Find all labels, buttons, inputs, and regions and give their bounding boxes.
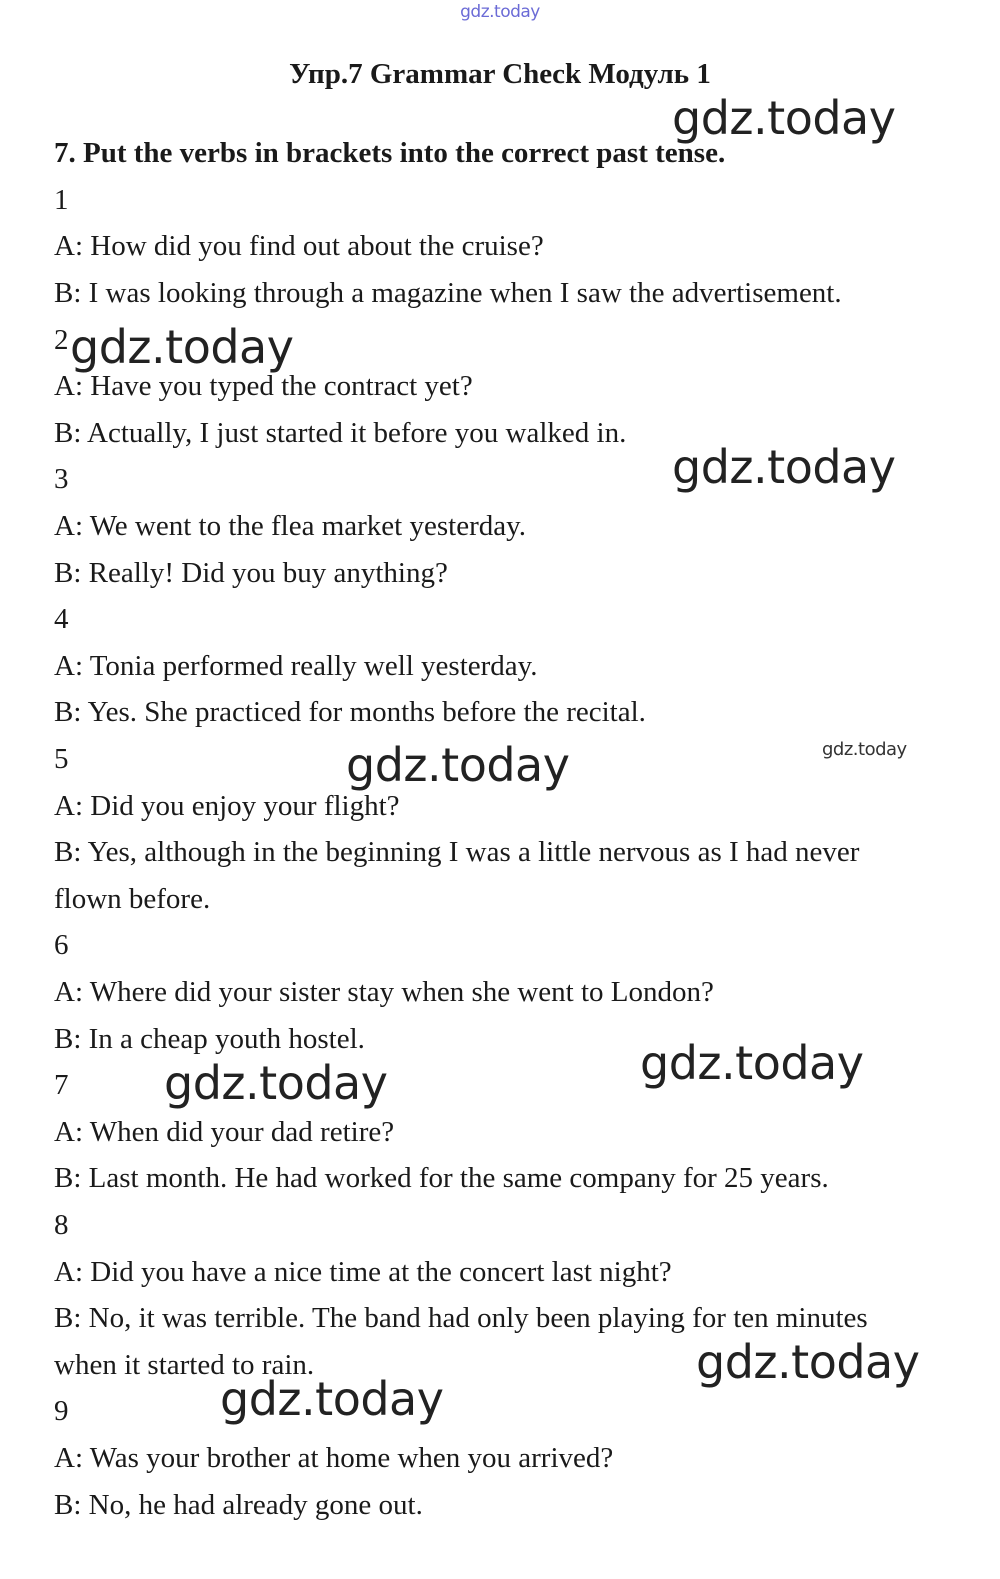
watermark-text: gdz.today bbox=[822, 739, 907, 760]
dialogue-line: A: Where did your sister stay when she went to London? bbox=[54, 976, 714, 1008]
dialogue-line: B: No, he had already gone out. bbox=[54, 1489, 423, 1521]
dialogue-line: A: Did you enjoy your flight? bbox=[54, 790, 400, 822]
watermark-text: gdz.today bbox=[672, 440, 896, 494]
item-number: 1 bbox=[54, 184, 69, 216]
item-number: 5 bbox=[54, 743, 69, 775]
dialogue-line: A: We went to the flea market yesterday. bbox=[54, 510, 526, 542]
dialogue-line: B: Actually, I just started it before you walked in. bbox=[54, 417, 627, 449]
watermark-text: gdz.today bbox=[346, 738, 570, 792]
watermark-text: gdz.today bbox=[640, 1036, 864, 1090]
dialogue-line: A: Tonia performed really well yesterday. bbox=[54, 650, 538, 682]
top-watermark: gdz.today bbox=[460, 2, 540, 22]
watermark-text: gdz.today bbox=[672, 91, 896, 145]
watermark-text: gdz.today bbox=[220, 1372, 444, 1426]
dialogue-line: B: Really! Did you buy anything? bbox=[54, 557, 448, 589]
dialogue-line: flown before. bbox=[54, 883, 211, 915]
page-title: Упр.7 Grammar Check Модуль 1 bbox=[289, 58, 711, 90]
watermark-text: gdz.today bbox=[696, 1335, 920, 1389]
dialogue-line: B: I was looking through a magazine when I saw the advertisement. bbox=[54, 277, 842, 309]
dialogue-line: A: Have you typed the contract yet? bbox=[54, 370, 473, 402]
dialogue-line: A: How did you find out about the cruise? bbox=[54, 230, 544, 262]
item-number: 8 bbox=[54, 1209, 69, 1241]
exercise-instruction: 7. Put the verbs in brackets into the correct past tense. bbox=[54, 137, 726, 169]
item-number: 7 bbox=[54, 1069, 69, 1101]
dialogue-line: B: Yes. She practiced for months before the recital. bbox=[54, 696, 646, 728]
dialogue-line: B: Yes, although in the beginning I was a little nervous as I had never bbox=[54, 836, 860, 868]
item-number: 2 bbox=[54, 324, 69, 356]
dialogue-line: A: When did your dad retire? bbox=[54, 1116, 395, 1148]
dialogue-line: B: In a cheap youth hostel. bbox=[54, 1023, 365, 1055]
watermark-text: gdz.today bbox=[164, 1056, 388, 1110]
dialogue-line: A: Did you have a nice time at the concert last night? bbox=[54, 1256, 672, 1288]
dialogue-line: B: Last month. He had worked for the same company for 25 years. bbox=[54, 1162, 829, 1194]
dialogue-line: A: Was your brother at home when you arrived? bbox=[54, 1442, 614, 1474]
item-number: 9 bbox=[54, 1395, 69, 1427]
item-number: 4 bbox=[54, 603, 69, 635]
dialogue-line: when it started to rain. bbox=[54, 1349, 315, 1381]
item-number: 6 bbox=[54, 929, 69, 961]
item-number: 3 bbox=[54, 463, 69, 495]
watermark-text: gdz.today bbox=[70, 320, 294, 374]
dialogue-line: B: No, it was terrible. The band had only been playing for ten minutes bbox=[54, 1302, 868, 1334]
